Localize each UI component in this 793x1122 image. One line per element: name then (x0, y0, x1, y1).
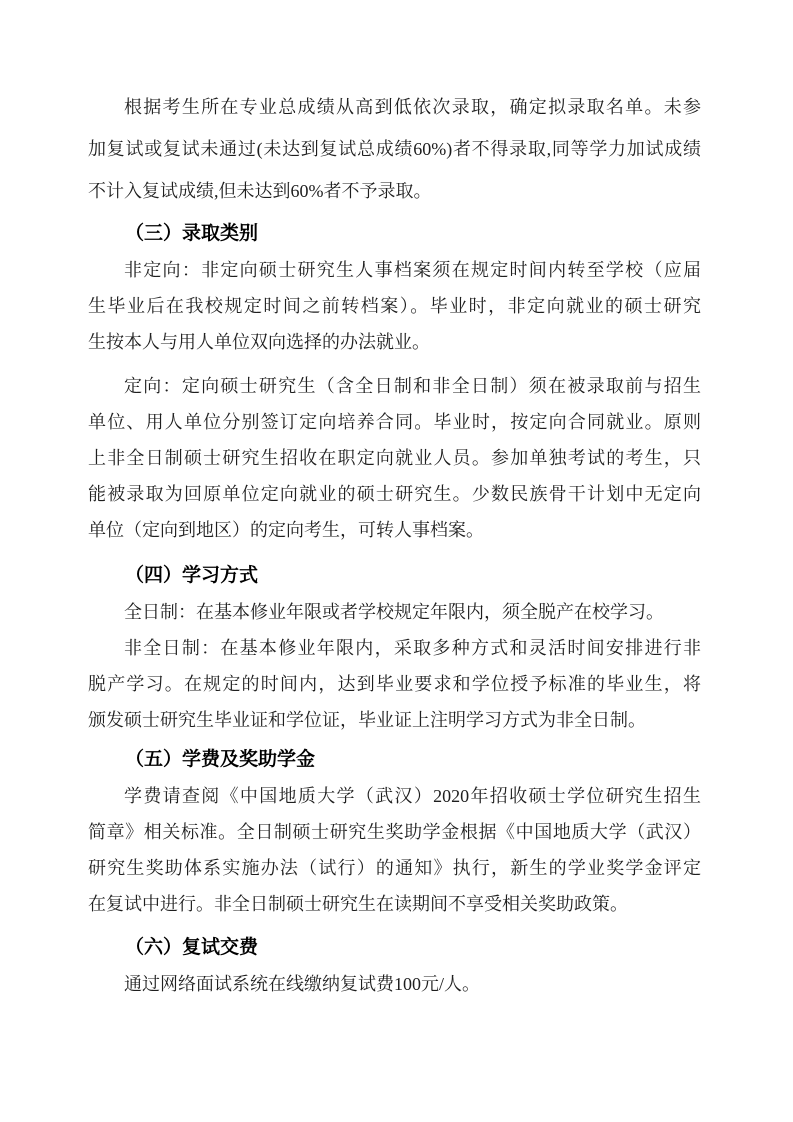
text-line: 上非全日制硕士研究生招收在职定向就业人员。参加单独考试的考生，只 (88, 448, 701, 468)
paragraph-full-time (88, 594, 701, 630)
text-line: 生按本人与用人单位双向选择的办法就业。 (88, 332, 430, 352)
text-line: 生毕业后在我校规定时间之前转档案）。毕业时，非定向就业的硕士研究 (88, 296, 701, 316)
text-line: 通过网络面试系统在线缴纳复试费100元/人。 (124, 974, 480, 994)
text-line: 全日制：在基本修业年限或者学校规定年限内，须全脱产在校学习。 (124, 602, 664, 622)
text-line: 研究生奖助体系实施办法（试行）的通知》执行，新生的学业奖学金评定 (88, 858, 701, 878)
text-line: 单位、用人单位分别签订定向培养合同。毕业时，按定向合同就业。原则 (88, 412, 701, 432)
text-line: 定向：定向硕士研究生（含全日制和非全日制）须在被录取前与招生 (124, 376, 701, 396)
text-line: 非全日制：在基本修业年限内，采取多种方式和灵活时间安排进行非 (124, 638, 701, 658)
text-line: 加复试或复试未通过(未达到复试总成绩60%)者不得录取,同等学力加试成绩 (88, 139, 701, 159)
paragraph-admission-rule (88, 86, 701, 212)
text-line: 根据考生所在专业总成绩从高到低依次录取，确定拟录取名单。未参 (124, 97, 701, 117)
text-line: 单位（定向到地区）的定向考生，可转人事档案。 (88, 520, 484, 540)
text-line: 脱产学习。在规定的时间内，达到毕业要求和学位授予标准的毕业生，将 (88, 674, 701, 694)
paragraph-part-time (88, 630, 701, 738)
text-line: 非定向：非定向硕士研究生人事档案须在规定时间内转至学校（应届 (124, 260, 701, 280)
text-line: 能被录取为回原单位定向就业的硕士研究生。少数民族骨干计划中无定向 (88, 484, 701, 504)
section-heading-study-mode: （四）学习方式 (125, 565, 259, 586)
section-heading-admission-category: （三）录取类别 (125, 223, 259, 244)
text-line: 简章》相关标准。全日制硕士研究生奖助学金根据《中国地质大学（武汉） (88, 822, 701, 842)
paragraph-retest-fee (88, 966, 701, 1002)
text-line: 学费请查阅《中国地质大学（武汉）2020年招收硕士学位研究生招生 (124, 786, 701, 806)
document-content (88, 86, 701, 1002)
text-line: 在复试中进行。非全日制硕士研究生在读期间不享受相关奖助政策。 (88, 894, 628, 914)
text-line: 不计入复试成绩,但未达到60%者不予录取。 (88, 181, 432, 201)
paragraph-non-directional (88, 252, 701, 360)
text-line: 颁发硕士研究生毕业证和学位证，毕业证上注明学习方式为非全日制。 (88, 710, 646, 730)
paragraph-directional (88, 368, 701, 548)
section-heading-retest-fee: （六）复试交费 (125, 937, 259, 958)
section-heading-tuition-scholarship: （五）学费及奖助学金 (125, 749, 316, 770)
paragraph-tuition (88, 778, 701, 922)
